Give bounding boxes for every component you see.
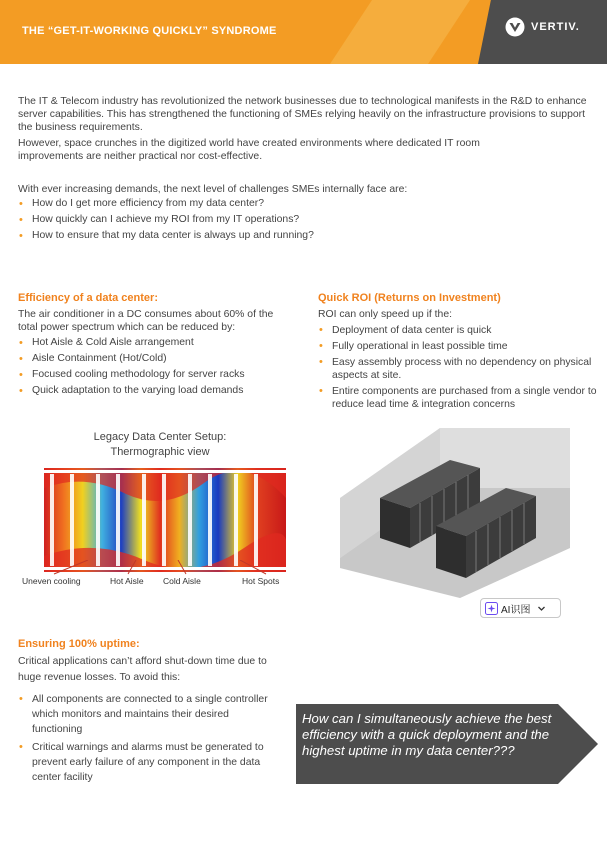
thermo-title	[60, 430, 260, 460]
server-room-image	[340, 428, 570, 598]
sparkle-icon	[485, 602, 498, 615]
ai-image-recognition-button[interactable]	[480, 598, 561, 618]
efficiency-list	[18, 335, 303, 399]
chevron-down-icon	[537, 604, 546, 613]
list-item: • Entire components are purchased from a single vendor to reduce lead time & integration concerns	[318, 385, 598, 411]
ai-button-label: AI识图	[501, 604, 531, 616]
list-item: • Deployment of data center is quick	[318, 324, 598, 337]
list-item: • How quickly can I achieve my ROI from my IT operations?	[18, 212, 578, 228]
list-item: • Aisle Containment (Hot/Cold)	[18, 351, 303, 367]
page-title: THE “GET-IT-WORKING QUICKLY” SYNDROME	[22, 25, 277, 37]
callout-cold-aisle: Cold Aisle	[163, 576, 201, 586]
callout-uneven-cooling: Uneven cooling	[22, 576, 81, 586]
thermo-title-line-1: Legacy Data Center Setup:	[93, 431, 227, 443]
intro-paragraph-2: However, space crunches in the digitized world have created environments where dedicated IT room improvements are neither practical nor cost-effective.	[18, 138, 480, 162]
list-item: • All components are connected to a single controller which monitors and maintains their desired functioning	[18, 692, 273, 737]
list-item: • Focused cooling methodology for server racks	[18, 367, 303, 383]
thermographic-image	[44, 468, 286, 572]
vertiv-logo	[505, 17, 580, 37]
callout-hot-spots: Hot Spots	[242, 576, 280, 586]
uptime-list	[18, 692, 273, 788]
vertiv-logo-icon	[505, 17, 525, 37]
roi-heading: Quick ROI (Returns on Investment)	[318, 292, 501, 304]
list-item: • Critical warnings and alarms must be generated to prevent early failure of any component in the data center facility	[18, 740, 273, 785]
question-text: How can I simultaneously achieve the best efficiency with a quick deployment and the highest uptime in my data center???	[302, 711, 552, 758]
list-item: • Fully operational in least possible time	[318, 340, 598, 353]
roi-text: ROI can only speed up if the:	[318, 309, 453, 320]
uptime-heading: Ensuring 100% uptime:	[18, 638, 140, 650]
thermo-callouts	[18, 560, 308, 590]
challenge-list	[18, 196, 578, 244]
list-item: • Quick adaptation to the varying load demands	[18, 383, 303, 399]
list-item: • How do I get more efficiency from my data center?	[18, 196, 578, 212]
intro-paragraph-1: The IT & Telecom industry has revolutionized the network businesses due to technological manifests in the R&D to enhance server capabilities. This has strengthened the functioning of SMEs relying heavily on the infrastructure provisions to support the business requirements.	[18, 96, 587, 133]
list-item: • Easy assembly process with no dependency on physical aspects at site.	[318, 356, 598, 382]
efficiency-heading: Efficiency of a data center:	[18, 292, 158, 304]
uptime-text: Critical applications can’t afford shut-down time due to huge revenue losses. To avoid this:	[18, 656, 267, 683]
list-item: • How to ensure that my data center is always up and running?	[18, 228, 578, 244]
logo-text: VERTIV.	[531, 21, 580, 33]
callout-hot-aisle: Hot Aisle	[110, 576, 144, 586]
list-item: • Hot Aisle & Cold Aisle arrangement	[18, 335, 303, 351]
efficiency-text: The air conditioner in a DC consumes about 60% of the total power spectrum which can be reduced by:	[18, 309, 274, 333]
roi-list	[318, 324, 598, 414]
thermo-title-line-2: Thermographic view	[110, 446, 210, 458]
intro-paragraph-3: With ever increasing demands, the next level of challenges SMEs internally face are:	[18, 184, 408, 195]
